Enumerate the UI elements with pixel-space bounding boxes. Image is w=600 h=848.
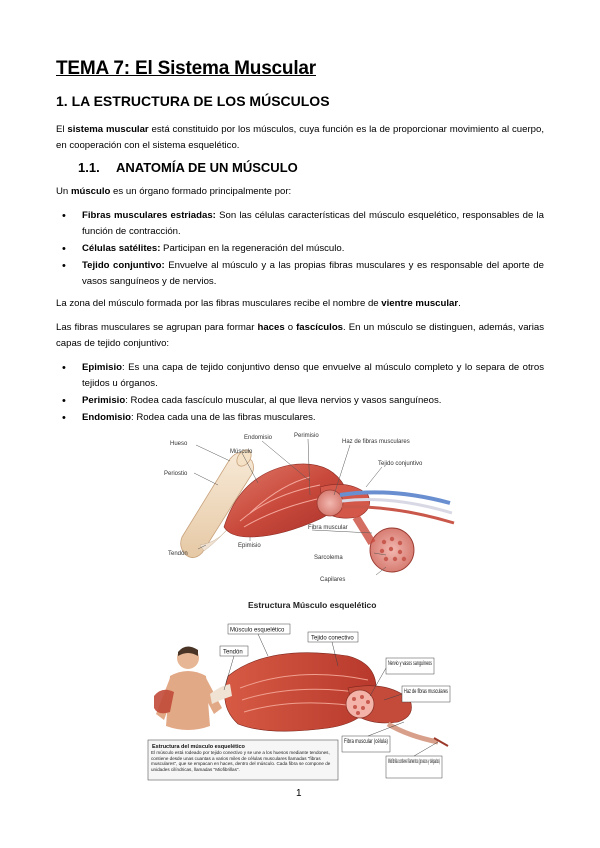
page-number: 1 (296, 788, 302, 799)
groups-bold-d: fascículos (296, 322, 344, 333)
label2-haz: Haz de fibras musculares (404, 689, 448, 695)
list-text: : Rodea cada fascículo muscular, al que lleva nervios y vasos sanguíneos. (125, 395, 442, 406)
caption-text: El músculo está rodeado por tejido conectivo y se une a los huesos mediante tendones, contiene desde unas cuantas a varios miles de células musculares llamadas "fibras musculares", que se empacan en haces, dentro del músculo. Cada fibra se compone de unidades cilíndricas, llamadas "Miofibrillas". (151, 750, 331, 772)
list-term: Endomisio (82, 412, 132, 423)
belly-paragraph (56, 296, 544, 312)
caption-title: Estructura del músculo esquelético (152, 744, 245, 750)
label-capilares: Capilares (320, 577, 346, 583)
label-tejido: Tejido conjuntivo (378, 461, 423, 467)
label-musculo: Músculo (230, 449, 253, 455)
intro-paragraph (56, 122, 544, 154)
belly-text-a: La zona del músculo formada por las fibras musculares recibe el nombre de (56, 298, 382, 309)
list-item (56, 258, 544, 290)
label-epimisio: Epimisio (238, 543, 261, 549)
list-term: Células satélites: (82, 243, 161, 254)
list-item (56, 208, 544, 240)
intro-bold: sistema muscular (67, 124, 149, 135)
figure-title: Estructura Músculo esquelético (248, 600, 377, 610)
intro-text-a: El (56, 124, 68, 135)
composition-list (56, 208, 544, 291)
list-text: : Rodea cada una de las fibras musculares. (131, 412, 316, 423)
def-text-a: Un (56, 186, 71, 197)
label-endomisio: Endomisio (244, 435, 273, 441)
list-text: Participan en la regeneración del músculo. (160, 243, 345, 254)
list-term: Epimisio (82, 362, 122, 373)
list-text: Envuelve al músculo y a las propias fibras musculares y es responsable del aporte de vasos sanguíneos y de nervios. (82, 260, 544, 287)
list-item (56, 410, 544, 426)
list-item (56, 393, 544, 409)
belly-text-c: . (458, 298, 461, 309)
intro-text-c: está constituido por los músculos, cuya función es la de proporcionar movimiento al cuerpo, en cooperación con el sistema esquelético. (56, 124, 544, 151)
list-term: Tejido conjuntivo: (82, 260, 165, 271)
label-fibra: Fibra muscular (308, 525, 348, 531)
subsection-number: 1.1. (78, 160, 100, 175)
page-title: TEMA 7: El Sistema Muscular (56, 58, 316, 79)
groups-text-c: o (284, 322, 297, 333)
list-item (56, 360, 544, 392)
subsection-heading (78, 160, 298, 175)
label2-fibra: Fibra muscular (célula) (344, 739, 388, 745)
label2-tendon: Tendón (223, 649, 243, 656)
subsection-label: ANATOMÍA DE UN MÚSCULO (116, 160, 298, 175)
def-text-c: es un órgano formado principalmente por: (110, 186, 292, 197)
list-term: Perimisio (82, 395, 126, 406)
label2-tejido: Tejido conectivo (311, 635, 354, 642)
groups-paragraph (56, 320, 544, 352)
label-sarcolema: Sarcolema (314, 555, 343, 561)
label2-musculo: Músculo esquelético (230, 627, 285, 634)
label-hueso: Hueso (170, 441, 188, 447)
label-periostio: Periostio (164, 471, 188, 477)
groups-text-a: Las fibras musculares se agrupan para formar (56, 322, 258, 333)
groups-bold-b: haces (257, 322, 285, 333)
layers-list (56, 360, 544, 427)
label-perimisio: Perimisio (294, 433, 319, 439)
label-haz: Haz de fibras musculares (342, 439, 410, 445)
list-text: Son las células características del músculo esquelético, responsables de la función de contracción. (82, 210, 544, 237)
groups-text-e: . En un músculo se distinguen, además, varias capas de tejido conjuntivo: (56, 322, 544, 349)
list-item (56, 241, 544, 257)
muscle-anatomy-figure (160, 425, 470, 590)
label-tendon: Tendón (168, 551, 188, 557)
list-text: : Es una capa de tejido conjuntivo denso que envuelve al músculo completo y lo separa de otros tejidos u órganos. (82, 362, 544, 389)
def-bold: músculo (70, 186, 111, 197)
belly-bold: vientre muscular (381, 298, 459, 309)
skeletal-muscle-figure (148, 596, 458, 782)
list-term: Fibras musculares estriadas: (82, 210, 216, 221)
caption-body (151, 750, 336, 780)
label2-nervio: Nervio y vasos sanguíneos (388, 661, 432, 667)
label2-miofibrilla: Miofibrilla contiene filamentos (gruesos y delgados) (388, 759, 440, 765)
definition-paragraph (56, 184, 544, 200)
section-heading: 1. LA ESTRUCTURA DE LOS MÚSCULOS (56, 93, 330, 109)
